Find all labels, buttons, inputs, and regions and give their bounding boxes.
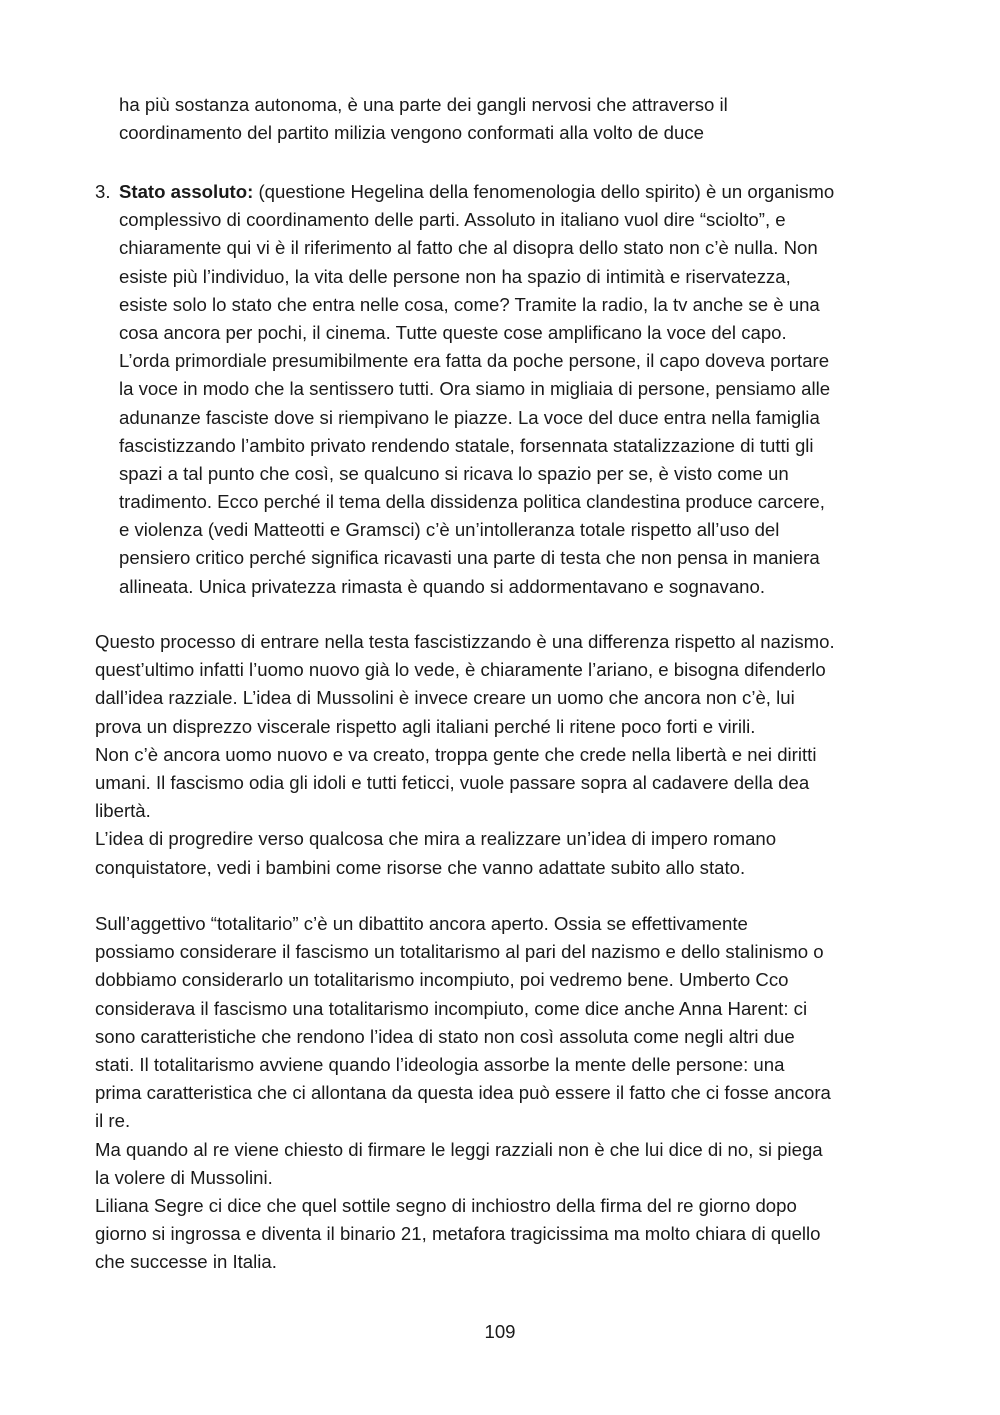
text-line: Non c’è ancora uomo nuovo e va creato, troppa gente che crede nella libertà e nei diritti — [95, 743, 817, 765]
text-line: L’idea di progredire verso qualcosa che mira a realizzare un’idea di impero romano — [95, 828, 777, 850]
text-line: spazi a tal punto che così, se qualcuno si ricava lo spazio per se, è visto come un — [119, 462, 789, 484]
text-line: ha più sostanza autonoma, è una parte dei gangli nervosi che attraverso il — [119, 94, 728, 115]
text-line: Sull’aggettivo “totalitario” c’è un dibattito ancora aperto. Ossia se effettivamente — [95, 913, 748, 934]
text-line: conquistatore, vedi i bambini come risorse che vanno adattate subito allo stato. — [95, 856, 746, 878]
text-line: Ma quando al re viene chiesto di firmare le leggi razziali non è che lui dice di no, si piega — [95, 1138, 823, 1160]
text-line: e violenza (vedi Matteotti e Gramsci) c’è un’intolleranza totale rispetto all’uso del — [119, 519, 780, 541]
text-line: il re. — [95, 1110, 131, 1132]
text-line: complessivo di coordinamento delle parti. Assoluto in italiano vuol dire “sciolto”, e — [119, 209, 786, 231]
list-item-first-line — [119, 178, 834, 206]
text-line: la volere di Mussolini. — [95, 1166, 273, 1188]
text-line: pensiero critico perché significa ricavasti una parte di testa che non pensa in maniera — [119, 547, 820, 569]
text-line: che successe in Italia. — [95, 1251, 277, 1273]
text-line: prova un disprezzo viscerale rispetto agli italiani perché li ritene poco forti e virili. — [95, 715, 756, 737]
paragraph-totalitario — [95, 910, 831, 1276]
text-line: prima caratteristica che ci allontana da questa idea può essere il fatto che ci fosse ancora — [95, 1082, 831, 1104]
page-number: 109 — [484, 1321, 516, 1342]
list-item-first-line-rest: (questione Hegelina della fenomenologia dello spirito) è un organismo — [253, 181, 835, 202]
text-line: Questo processo di entrare nella testa fascistizzando è una differenza rispetto al nazismo. — [95, 631, 835, 652]
text-line: la voce in modo che la sentissero tutti. Ora siamo in migliaia di persone, pensiamo alle — [119, 378, 831, 400]
text-line: considerava il fascismo una totalitarismo incompiuto, come dice anche Anna Harent: ci — [95, 997, 808, 1019]
text-line: libertà. — [95, 800, 151, 822]
text-line: coordinamento del partito milizia vengono conformati alla volto de duce — [119, 122, 705, 144]
text-line: Liliana Segre ci dice che quel sottile segno di inchiostro della firma del re giorno dopo — [95, 1194, 797, 1216]
list-item-3 — [119, 178, 834, 601]
text-line: fascistizzando l’ambito privato rendendo statale, forsennata statalizzazione di tutti gli — [119, 434, 814, 456]
text-line: stati. Il totalitarismo avviene quando l’ideologia assorbe la mente delle persone: una — [95, 1053, 785, 1075]
paragraph-nazismo — [95, 628, 835, 882]
text-line: L’orda primordiale presumibilmente era fatta da poche persone, il capo doveva portare — [119, 350, 830, 372]
text-line: sono caratteristiche che rendono l’idea di stato non così assoluta come negli altri due — [95, 1025, 795, 1047]
text-line: allineata. Unica privatezza rimasta è quando si addormentavano e sognavano. — [119, 575, 766, 597]
text-line: adunanze fasciste dove si riempivano le piazze. La voce del duce entra nella famiglia — [119, 406, 820, 428]
text-line: dall’idea razziale. L’idea di Mussolini è invece creare un uomo che ancora non c’è, lui — [95, 687, 795, 709]
text-line: umani. Il fascismo odia gli idoli e tutti feticci, vuole passare sopra al cadavere della dea — [95, 771, 810, 793]
text-line: dobbiamo considerarlo un totalitarismo incompiuto, poi vedremo bene. Umberto Cco — [95, 969, 789, 991]
text-line: esiste solo lo stato che entra nelle cosa, come? Tramite la radio, la tv anche se è una — [119, 293, 820, 315]
text-line: possiamo considerare il fascismo un totalitarismo al pari del nazismo e dello stalinismo o — [95, 941, 824, 963]
text-line: quest’ultimo infatti l’uomo nuovo già lo vede, è chiaramente l’ariano, e bisogna difenderlo — [95, 659, 826, 681]
text-line: giorno si ingrossa e diventa il binario 21, metafora tragicissima ma molto chiara di quello — [95, 1223, 821, 1245]
list-item-term: Stato assoluto: — [119, 181, 254, 202]
text-line: esiste più l’individuo, la vita delle persone non ha spazio di intimità e riservatezza, — [119, 265, 791, 287]
list-item-number: 3. — [95, 181, 111, 202]
text-line: cosa ancora per pochi, il cinema. Tutte queste cose amplificano la voce del capo. — [119, 321, 787, 343]
text-line: tradimento. Ecco perché il tema della dissidenza politica clandestina produce carcere, — [119, 491, 825, 513]
continuation-text — [119, 91, 728, 147]
text-line: chiaramente qui vi è il riferimento al fatto che al disopra dello stato non c’è nulla. Non — [119, 237, 818, 259]
